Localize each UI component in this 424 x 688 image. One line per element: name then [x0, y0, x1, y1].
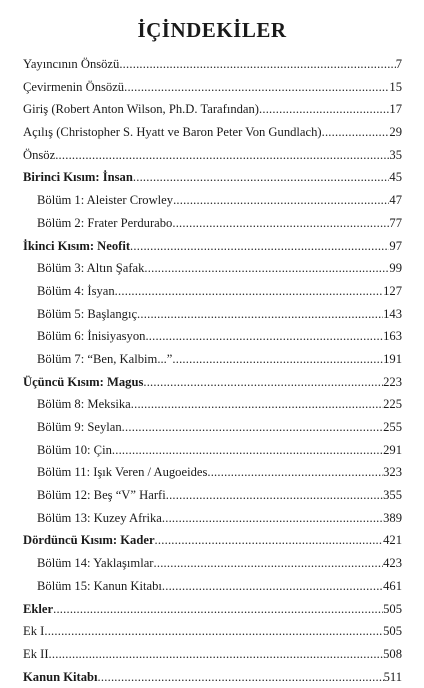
dot-leader	[131, 393, 383, 416]
toc-entry-label: Bölüm 11: Işık Veren / Augoeides	[37, 465, 208, 480]
toc-entry-page-number: 99	[389, 261, 402, 276]
toc-entry-label: Dördüncü Kısım: Kader	[23, 533, 155, 548]
toc-entry-page-number: 191	[383, 351, 402, 366]
toc-section-entry[interactable]	[23, 666, 402, 688]
dot-leader	[166, 484, 383, 507]
toc-section-entry[interactable]	[23, 76, 402, 99]
toc-entry-label: Bölüm 15: Kanun Kitabı	[37, 578, 162, 593]
toc-section-entry[interactable]	[23, 98, 402, 121]
dot-leader	[55, 144, 389, 167]
toc-entry-page-number: 45	[389, 170, 402, 185]
toc-entry-label: Bölüm 7: “Ben, Kalbim...”	[37, 351, 173, 366]
toc-entry-label: Yayıncının Önsözü	[23, 57, 120, 71]
dot-leader	[322, 121, 390, 144]
toc-entry-label: Bölüm 14: Yaklaşımlar	[37, 556, 154, 571]
toc-chapter-entry[interactable]	[23, 507, 402, 530]
toc-chapter-entry[interactable]	[23, 303, 402, 326]
dot-leader	[112, 439, 383, 462]
toc-entry-page-number: 423	[383, 556, 402, 571]
toc-entry-page-number: 35	[389, 147, 402, 162]
toc-entry-page-number: 143	[383, 306, 402, 321]
toc-entry-label: Bölüm 1: Aleister Crowley	[37, 193, 174, 208]
toc-chapter-entry[interactable]	[23, 461, 402, 484]
toc-entry-page-number: 461	[383, 578, 402, 593]
toc-entry-label: Giriş (Robert Anton Wilson, Ph.D. Tarafından)	[23, 102, 260, 117]
toc-entry-page-number: 7	[395, 57, 402, 71]
toc-chapter-entry[interactable]	[23, 439, 402, 462]
toc-chapter-entry[interactable]	[23, 257, 402, 280]
toc-chapter-entry[interactable]	[23, 575, 402, 598]
dot-leader	[98, 666, 384, 688]
toc-chapter-entry[interactable]	[23, 416, 402, 439]
toc-section-entry[interactable]	[23, 166, 402, 189]
toc-entry-page-number: 389	[383, 510, 402, 525]
toc-entry-label: Açılış (Christopher S. Hyatt ve Baron Peter Von Gundlach)	[23, 125, 322, 140]
dot-leader	[162, 575, 383, 598]
toc-entry-label: Bölüm 9: Seylan	[37, 420, 122, 434]
toc-entry-page-number: 255	[383, 420, 402, 434]
toc-entry-label: Bölüm 8: Meksika	[37, 397, 131, 412]
toc-entry-page-number: 127	[383, 283, 402, 298]
toc-entry-label: Çevirmenin Önsözü	[23, 79, 125, 94]
dot-leader	[44, 620, 383, 643]
toc-chapter-entry[interactable]	[23, 484, 402, 507]
toc-entry-label: Bölüm 12: Beş “V” Harfi	[37, 488, 166, 503]
dot-leader	[145, 325, 383, 348]
toc-entry-page-number: 511	[383, 669, 402, 684]
toc-chapter-entry[interactable]	[23, 552, 402, 575]
dot-leader	[207, 461, 383, 484]
toc-section-entry[interactable]	[23, 529, 402, 552]
table-of-contents	[23, 53, 402, 688]
toc-entry-label: Ek I	[23, 624, 45, 639]
toc-chapter-entry[interactable]	[23, 189, 402, 212]
toc-entry-label: Bölüm 4: İsyan	[37, 283, 115, 298]
dot-leader	[130, 235, 389, 258]
dot-leader	[119, 53, 395, 76]
toc-entry-page-number: 47	[389, 193, 402, 208]
toc-entry-label: Bölüm 10: Çin	[37, 442, 112, 457]
toc-section-entry[interactable]	[23, 598, 402, 621]
dot-leader	[122, 416, 383, 439]
toc-entry-page-number: 15	[389, 79, 402, 94]
dot-leader	[124, 76, 389, 99]
toc-entry-page-number: 505	[383, 624, 402, 639]
dot-leader	[173, 189, 389, 212]
dot-leader	[154, 552, 384, 575]
toc-chapter-entry[interactable]	[23, 212, 402, 235]
toc-section-entry[interactable]	[23, 643, 402, 666]
dot-leader	[53, 598, 383, 621]
toc-entry-page-number: 223	[383, 374, 402, 389]
toc-entry-label: Ek II	[23, 646, 49, 661]
toc-entry-label: Bölüm 3: Altın Şafak	[37, 261, 145, 276]
dot-leader	[155, 529, 384, 552]
dot-leader	[115, 280, 383, 303]
toc-entry-label: Bölüm 6: İnisiyasyon	[37, 329, 146, 344]
toc-entry-page-number: 225	[383, 397, 402, 412]
toc-section-entry[interactable]	[23, 53, 402, 76]
toc-entry-page-number: 163	[383, 329, 402, 344]
toc-chapter-entry[interactable]	[23, 325, 402, 348]
toc-section-entry[interactable]	[23, 371, 402, 394]
toc-entry-page-number: 291	[383, 442, 402, 457]
toc-entry-page-number: 29	[389, 125, 402, 140]
page-title: İÇİNDEKİLER	[137, 18, 287, 43]
toc-entry-label: Üçüncü Kısım: Magus	[23, 374, 144, 389]
toc-section-entry[interactable]	[23, 144, 402, 167]
toc-chapter-entry[interactable]	[23, 280, 402, 303]
toc-entry-page-number: 505	[383, 601, 402, 616]
toc-section-entry[interactable]	[23, 620, 402, 643]
toc-section-entry[interactable]	[23, 235, 402, 258]
dot-leader	[259, 98, 389, 121]
toc-entry-page-number: 421	[383, 533, 402, 548]
toc-chapter-entry[interactable]	[23, 348, 402, 371]
toc-entry-label: Bölüm 2: Frater Perdurabo	[37, 215, 173, 230]
toc-entry-page-number: 97	[389, 238, 402, 253]
toc-entry-label: Kanun Kitabı	[23, 669, 98, 684]
toc-section-entry[interactable]	[23, 121, 402, 144]
toc-entry-label: İkinci Kısım: Neofit	[23, 238, 131, 253]
dot-leader	[144, 257, 389, 280]
toc-entry-page-number: 17	[389, 102, 402, 117]
dot-leader	[137, 303, 383, 326]
dot-leader	[172, 212, 389, 235]
toc-entry-label: Bölüm 13: Kuzey Afrika	[37, 510, 162, 525]
dot-leader	[143, 371, 383, 394]
toc-entry-page-number: 355	[383, 488, 402, 503]
dot-leader	[133, 166, 390, 189]
dot-leader	[49, 643, 384, 666]
dot-leader	[172, 348, 383, 371]
toc-entry-page-number: 508	[383, 646, 402, 661]
toc-entry-label: Ekler	[23, 601, 54, 616]
toc-chapter-entry[interactable]	[23, 393, 402, 416]
toc-entry-label: Bölüm 5: Başlangıç	[37, 306, 138, 321]
dot-leader	[162, 507, 383, 530]
toc-entry-label: Önsöz	[23, 147, 56, 162]
toc-entry-page-number: 323	[383, 465, 402, 480]
toc-entry-label: Birinci Kısım: İnsan	[23, 170, 133, 185]
toc-entry-page-number: 77	[389, 215, 402, 230]
